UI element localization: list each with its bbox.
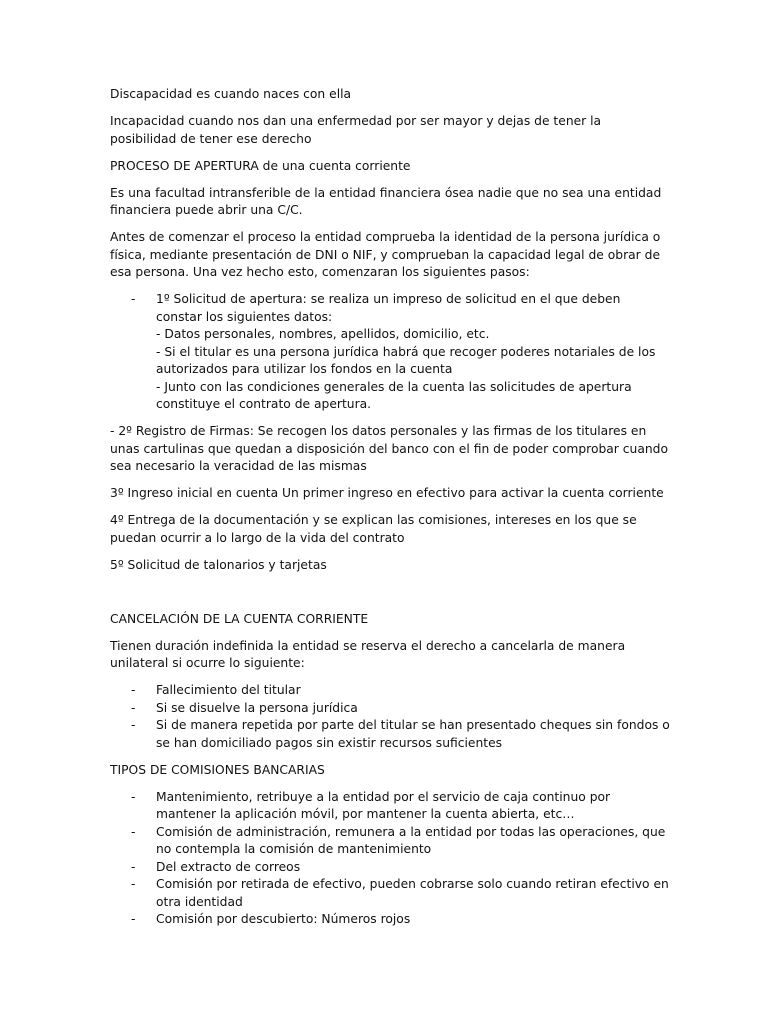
step1-line: - Datos personales, nombres, apellidos, domicilio, etc. xyxy=(156,327,490,341)
bullet-dash: - xyxy=(131,718,136,732)
list-item xyxy=(110,717,670,752)
paragraph-ingreso-inicial: 3º Ingreso inicial en cuenta Un primer ingreso en efectivo para activar la cuenta corriente xyxy=(110,486,664,500)
step1-line: - Si el titular es una persona jurídica habrá que recoger poderes notariales de los autorizados para utilizar los fondos en la cuenta xyxy=(156,344,656,376)
cancelacion-list xyxy=(110,682,670,752)
list-item-solicitud-apertura xyxy=(110,291,670,414)
list-item-text: Si se disuelve la persona jurídica xyxy=(156,700,358,715)
list-item-text: Si de manera repetida por parte del titular se han presentado cheques sin fondos o se han domiciliado pagos sin existir recursos suficientes xyxy=(156,718,670,750)
bullet-dash: - xyxy=(131,912,136,926)
bullet-dash: - xyxy=(131,683,136,697)
list-item-text: Fallecimiento del titular xyxy=(156,683,301,697)
step1-line: - Junto con las condiciones generales de la cuenta las solicitudes de apertura constituye el contrato de apertura. xyxy=(156,379,632,411)
list-item-text: Del extracto de correos xyxy=(156,859,301,874)
bullet-dash: - xyxy=(131,789,136,804)
list-item xyxy=(110,789,670,824)
spacer xyxy=(110,584,670,611)
bullet-dash: - xyxy=(131,700,136,715)
list-item xyxy=(110,859,670,877)
paragraph-discapacidad: Discapacidad es cuando naces con ella xyxy=(110,87,352,101)
heading-cancelacion: CANCELACIÓN DE LA CUENTA CORRIENTE xyxy=(110,611,369,626)
list-item-text: Comisión por retirada de efectivo, pueden cobrarse solo cuando retiran efectivo en otra identidad xyxy=(156,877,669,909)
list-item-text: Comisión por descubierto: Números rojos xyxy=(156,912,411,926)
paragraph-cancelacion-intro: Tienen duración indefinida la entidad se reserva el derecho a cancelarla de manera unilateral si ocurre lo siguiente: xyxy=(110,638,626,670)
bullet-dash: - xyxy=(131,877,136,891)
bullet-dash: - xyxy=(131,859,136,874)
list-item xyxy=(110,911,670,929)
paragraph-facultad: Es una facultad intransferible de la entidad financiera ósea nadie que no sea una entidad financiera puede abrir una C/C. xyxy=(110,185,662,217)
bullet-dash: - xyxy=(131,292,136,306)
comisiones-list xyxy=(110,789,670,929)
document-body xyxy=(110,86,670,938)
list-item xyxy=(110,682,670,700)
list-item xyxy=(110,876,670,911)
step1-list xyxy=(110,291,670,414)
list-item-text: Comisión de administración, remunera a la entidad por todas las operaciones, que no contempla la comisión de mantenimiento xyxy=(156,824,666,856)
paragraph-registro-firmas: - 2º Registro de Firmas: Se recogen los datos personales y las firmas de los titulares en unas cartulinas que quedan a disposición del banco con el fin de poder comprobar cuando sea necesario la veracidad de las mismas xyxy=(110,424,668,473)
paragraph-antes-de-comenzar: Antes de comenzar el proceso la entidad comprueba la identidad de la persona jurídica o física, mediante presentación de DNI o NIF, y comprueban la capacidad legal de obrar de esa persona. Una vez hecho esto, comenzaran los siguientes pasos: xyxy=(110,230,661,279)
heading-tipos-comisiones: TIPOS DE COMISIONES BANCARIAS xyxy=(110,762,325,777)
paragraph-entrega-documentacion: 4º Entrega de la documentación y se explican las comisiones, intereses en los que se puedan ocurrir a lo largo de la vida del contrato xyxy=(110,513,637,545)
heading-proceso-apertura: PROCESO DE APERTURA de una cuenta corriente xyxy=(110,158,411,173)
step1-line: 1º Solicitud de apertura: se realiza un impreso de solicitud en el que deben constar los siguientes datos: xyxy=(156,292,621,324)
paragraph-incapacidad: Incapacidad cuando nos dan una enfermedad por ser mayor y dejas de tener la posibilidad de tener ese derecho xyxy=(110,114,602,146)
paragraph-solicitud-talonarios: 5º Solicitud de talonarios y tarjetas xyxy=(110,557,327,572)
list-item xyxy=(110,700,670,718)
list-item-text: Mantenimiento, retribuye a la entidad por el servicio de caja continuo por mantener la aplicación móvil, por mantener la cuenta abierta, etc… xyxy=(156,789,611,821)
bullet-dash: - xyxy=(131,824,136,839)
list-item xyxy=(110,824,670,859)
